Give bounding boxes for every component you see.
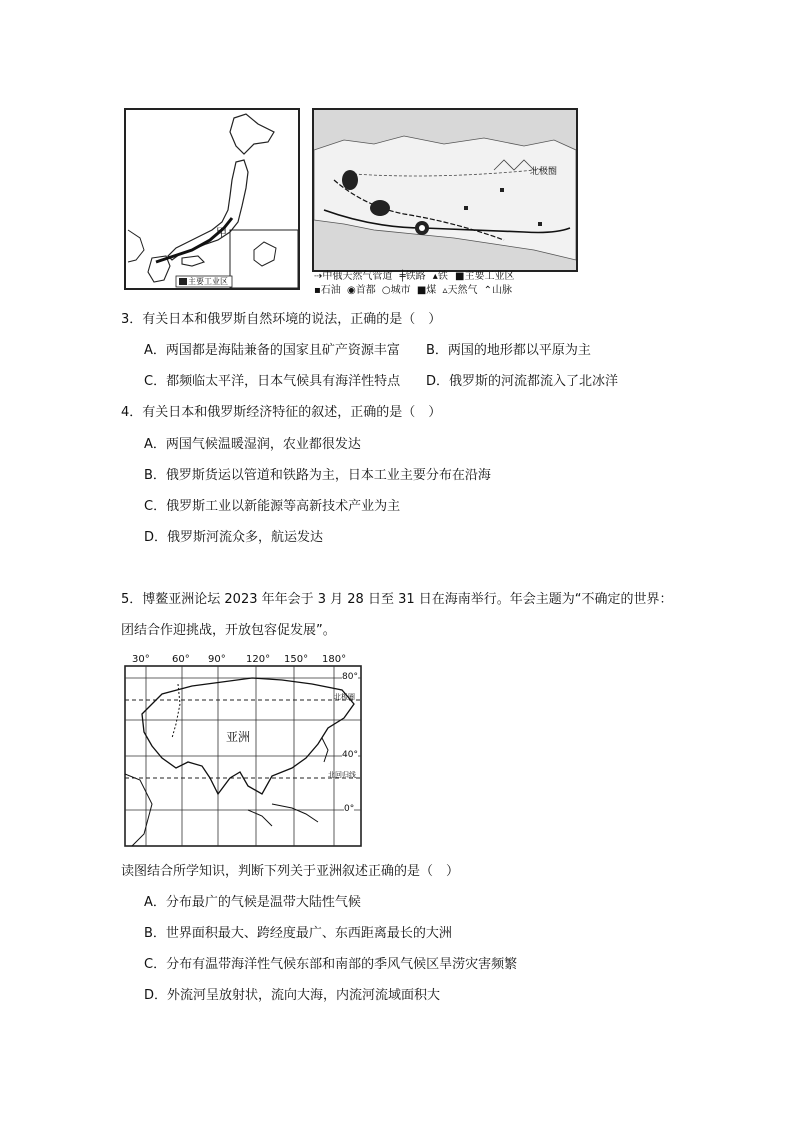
arctic-circle-label-asia: 北极圈 — [334, 693, 355, 701]
tropic-label: 北回归线 — [328, 771, 356, 779]
tick-180: 180° — [322, 654, 347, 665]
tick-80n: 80° — [342, 672, 358, 682]
q3-option-b[interactable]: B．两国的地形都以平原为主 — [426, 343, 591, 358]
place-label-jia: 甲 — [216, 226, 227, 239]
q4-stem: 4．有关日本和俄罗斯经济特征的叙述，正确的是（ ） — [121, 405, 442, 420]
russia-legend-row2 — [314, 284, 512, 297]
q5-option-b[interactable]: B．世界面积最大、跨经度最广、东西距离最长的大洲 — [144, 926, 452, 941]
tick-120: 120° — [246, 654, 271, 665]
asia-map — [122, 654, 366, 848]
tick-150: 150° — [284, 654, 309, 665]
arctic-circle-label: 北极圈 — [530, 167, 558, 177]
legend-capital: ◉首都 — [346, 285, 376, 296]
japan-legend-label: 主要工业区 — [188, 277, 228, 286]
legend-pipeline: ⇢中俄天然气管道 — [314, 271, 393, 282]
q5-question: 读图结合所学知识，判断下列关于亚洲叙述正确的是（ ） — [121, 864, 460, 879]
q5-stem-line1: 5．博鳌亚洲论坛 2023 年年会于 3 月 28 日至 31 日在海南举行。年会主题为“不确定的世界： — [121, 592, 673, 607]
q3-option-a[interactable]: A．两国都是海陆兼备的国家且矿产资源丰富 — [144, 343, 400, 358]
tick-60: 60° — [172, 654, 190, 665]
q4-option-d[interactable]: D．俄罗斯河流众多，航运发达 — [144, 530, 324, 545]
russia-map — [312, 108, 578, 272]
tick-40n: 40° — [342, 750, 358, 760]
legend-iron: ▴铁 — [432, 271, 448, 282]
q3-stem: 3．有关日本和俄罗斯自然环境的说法，正确的是（ ） — [121, 312, 442, 327]
q4-option-a[interactable]: A．两国气候温暖湿润，农业都很发达 — [144, 437, 361, 452]
japan-map-svg — [126, 110, 298, 288]
legend-industrial: ■主要工业区 — [455, 271, 515, 282]
q4-option-c[interactable]: C．俄罗斯工业以新能源等高新技术产业为主 — [144, 499, 401, 514]
tick-30: 30° — [132, 654, 150, 665]
q3-option-d[interactable]: D．俄罗斯的河流都流入了北冰洋 — [426, 374, 619, 389]
legend-mountain: ⌃山脉 — [483, 285, 513, 296]
q5-option-d[interactable]: D．外流河呈放射状，流向大海，内流河流域面积大 — [144, 988, 441, 1003]
russia-map-svg — [314, 110, 576, 270]
q5-option-a[interactable]: A．分布最广的气候是温带大陆性气候 — [144, 895, 361, 910]
legend-coal: ■煤 — [416, 285, 437, 296]
legend-railway: ╪铁路 — [399, 271, 426, 282]
q5-option-c[interactable]: C．分布有温带海洋性气候东部和南部的季风气候区旱涝灾害频繁 — [144, 957, 518, 972]
q3-option-c[interactable]: C．都频临太平洋，日本气候具有海洋性特点 — [144, 374, 401, 389]
russia-legend-row1 — [314, 270, 514, 283]
tick-90: 90° — [208, 654, 226, 665]
tick-0: 0° — [344, 804, 355, 814]
japan-map — [124, 108, 300, 290]
continent-label-asia: 亚洲 — [226, 730, 251, 744]
asia-map-svg — [122, 654, 366, 848]
q5-stem-line2: 团结合作迎挑战，开放包容促发展”。 — [121, 623, 336, 638]
legend-city: ○城市 — [381, 285, 411, 296]
legend-gas: ▵天然气 — [442, 285, 478, 296]
legend-oil: ▪石油 — [314, 285, 341, 296]
q4-option-b[interactable]: B．俄罗斯货运以管道和铁路为主，日本工业主要分布在沿海 — [144, 468, 491, 483]
